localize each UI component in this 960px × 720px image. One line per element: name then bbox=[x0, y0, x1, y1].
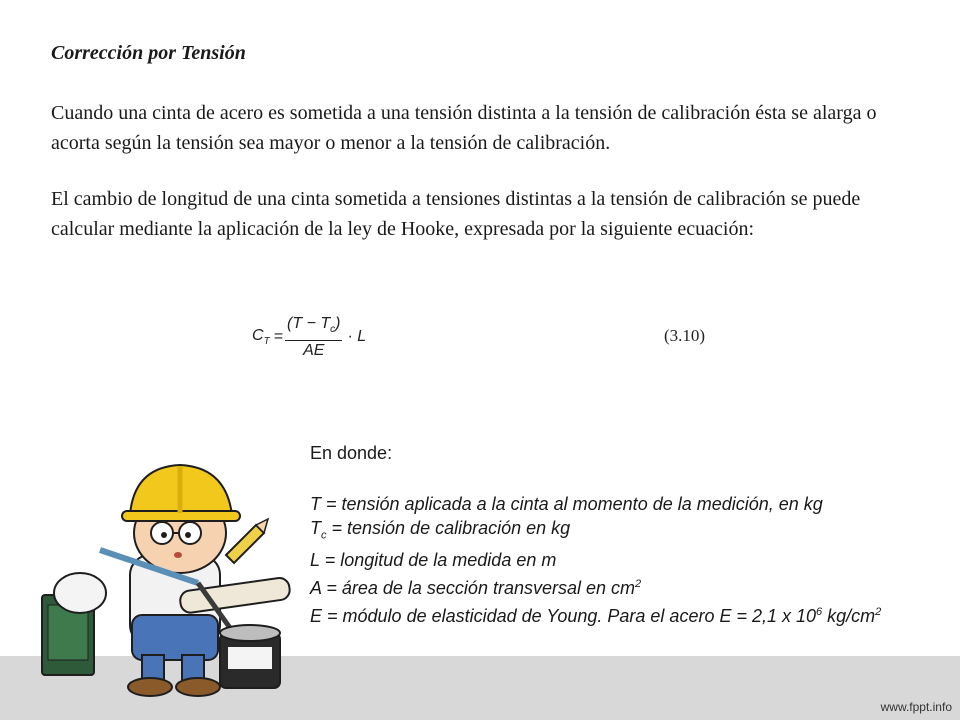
def-text: = área de la sección transversal en cm bbox=[321, 577, 635, 598]
definition-item bbox=[310, 516, 881, 548]
def-symbol: A bbox=[310, 577, 322, 598]
def-symbol: L bbox=[310, 549, 320, 570]
definition-item bbox=[310, 600, 881, 628]
def-symbol: T bbox=[310, 518, 321, 538]
definitions-list bbox=[310, 492, 881, 628]
equation-lhs-subscript: T bbox=[263, 336, 270, 348]
equation-fraction bbox=[285, 314, 342, 360]
equation-numerator bbox=[285, 314, 342, 341]
equation-tail: · L bbox=[347, 328, 367, 346]
equation bbox=[252, 314, 366, 360]
footer-site-link[interactable]: www.fppt.info bbox=[880, 700, 952, 714]
definitions-heading: En donde: bbox=[310, 443, 393, 463]
def-superscript: 6 bbox=[816, 605, 823, 618]
def-subscript: c bbox=[321, 529, 327, 542]
def-superscript: 2 bbox=[875, 605, 882, 618]
def-superscript: 2 bbox=[635, 577, 642, 590]
definition-item bbox=[310, 492, 881, 516]
def-text: = tensión aplicada a la cinta al momento de la medición, en kg bbox=[321, 494, 823, 514]
numerator-open: (T − T bbox=[287, 315, 331, 332]
def-symbol: T bbox=[310, 494, 321, 514]
def-text: = longitud de la medida en m bbox=[319, 549, 557, 570]
equation-denominator: AE bbox=[303, 342, 325, 360]
def-symbol: E bbox=[310, 605, 323, 626]
numerator-subscript: c bbox=[330, 324, 336, 336]
definition-item bbox=[310, 572, 881, 600]
def-text: = tensión de calibración en kg bbox=[326, 518, 571, 538]
numerator-close: ) bbox=[335, 315, 341, 332]
equation-number: (3.10) bbox=[664, 326, 706, 345]
equation-lhs-symbol: C bbox=[252, 327, 264, 344]
equation-equals: = bbox=[273, 328, 284, 346]
paragraph-intro: Cuando una cinta de acero es sometida a una tensión distinta a la tensión de calibración ésta se alarga o acorta según la tensión sea mayor o menor a la tensión de calibración. bbox=[51, 102, 877, 154]
equation-lhs bbox=[252, 327, 270, 347]
def-text: = módulo de elasticidad de Young. Para el acero E = 2,1 x 10 bbox=[322, 605, 817, 626]
def-tail: kg/cm bbox=[822, 605, 876, 626]
definition-item bbox=[310, 548, 881, 572]
paragraph-hooke: El cambio de longitud de una cinta sometida a tensiones distintas a la tensión de calibración se puede calcular mediante la aplicación de la ley de Hooke, expresada por la siguiente ecuación: bbox=[51, 188, 861, 240]
slide-title: Corrección por Tensión bbox=[51, 42, 246, 64]
engineer-cartoon-icon bbox=[30, 455, 300, 710]
